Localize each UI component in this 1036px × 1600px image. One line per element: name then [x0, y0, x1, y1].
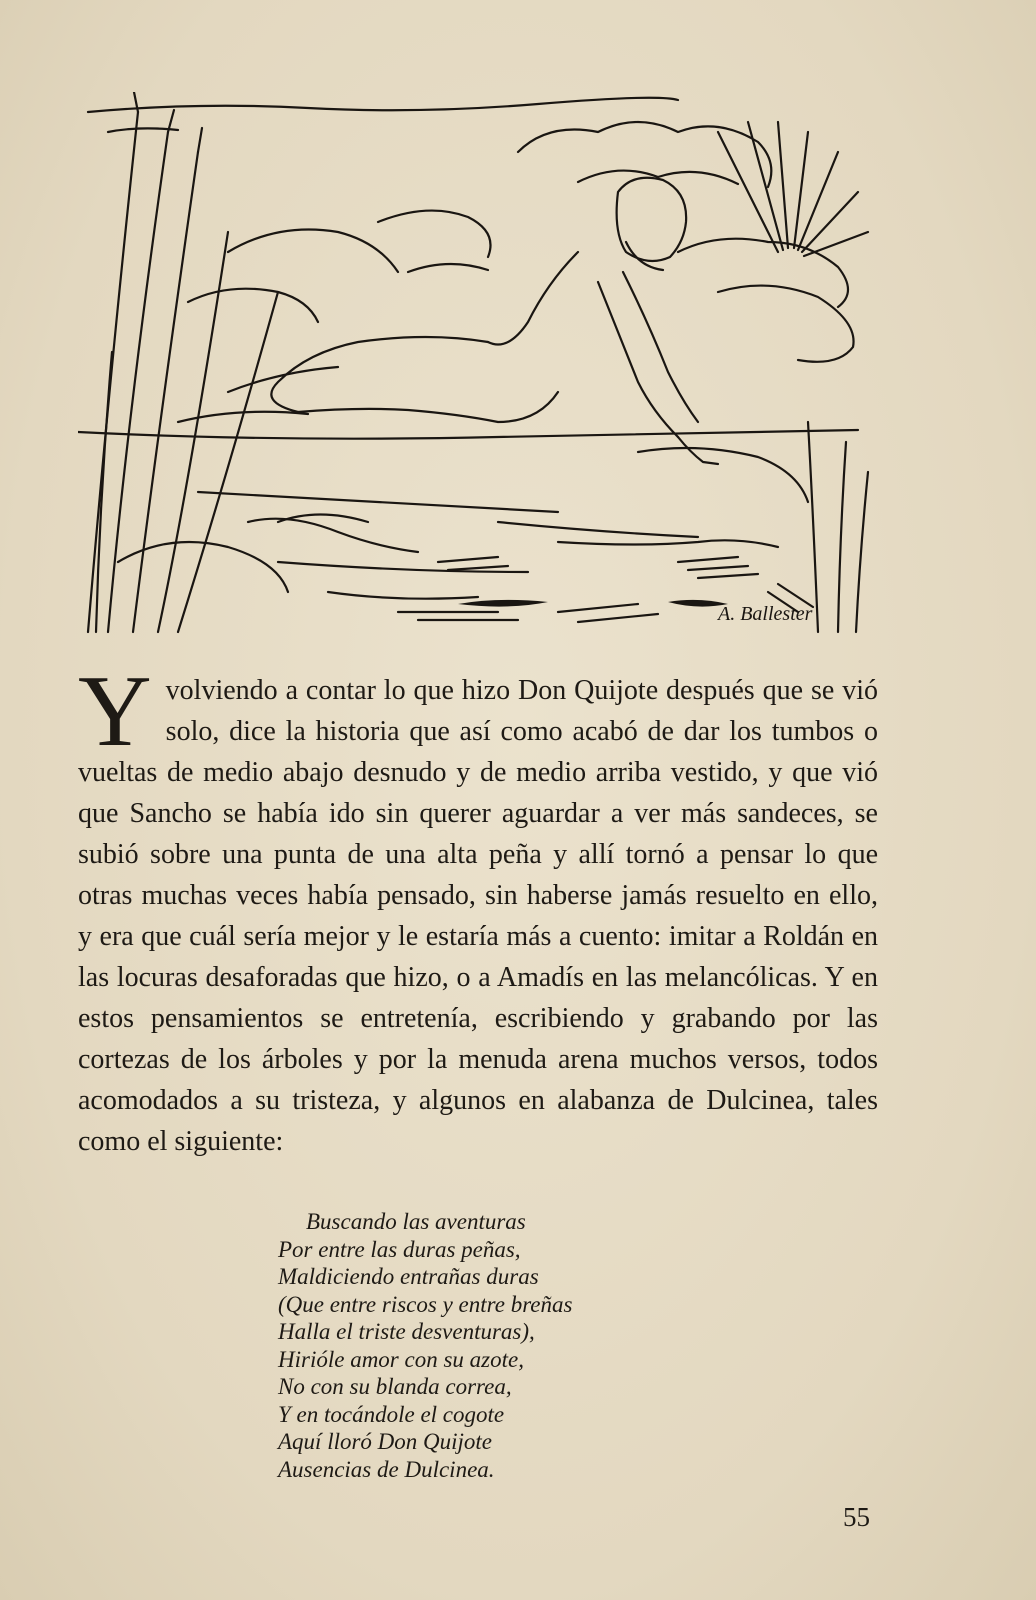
- paragraph-text: volviendo a contar lo que hizo Don Quijote después que se vió solo, dice la historia que así como acabó de dar los tumbos o vueltas de medio abajo desnudo y de medio arriba vestido, y que vió que Sancho se había ido sin querer aguardar a ver más sandeces, se subió sobre una punta de una alta peña y allí tornó a pensar lo que otras muchas veces había pensado, sin haberse jamás resuelto en ello, y era que cuál sería mejor y le estaría más a cuento: imitar a Roldán en las locuras desaforadas que hizo, o a Amadís en las melancólicas. Y en estos pensamientos se entretenía, escribiendo y grabando por las cortezas de los árboles y por la menuda arena muchos versos, todos acomodados a su tristeza, y algunos en alabanza de Dulcinea, tales como el siguiente:: [78, 675, 878, 1157]
- poem-line: Y en tocándole el cogote: [278, 1401, 505, 1427]
- poem-line: Maldiciendo entrañas duras: [278, 1264, 539, 1289]
- illustration-signature: A. Ballester: [718, 603, 813, 625]
- poem: [278, 1208, 572, 1483]
- page-number: 55: [843, 1502, 870, 1532]
- drop-cap: Y: [78, 655, 152, 768]
- illustration: [78, 92, 878, 640]
- poem-line: (Que entre riscos y entre breñas: [278, 1291, 573, 1317]
- poem-line: Hirióle amor con su azote,: [278, 1346, 524, 1372]
- body-paragraph: [78, 655, 878, 1162]
- poem-line: Aquí lloró Don Quijote: [278, 1429, 493, 1454]
- poem-line: Ausencias de Dulcinea.: [278, 1456, 495, 1482]
- poem-line: Por entre las duras peñas,: [278, 1236, 521, 1262]
- don-quijote-engraving: [78, 92, 878, 640]
- poem-line: Halla el triste desventuras),: [278, 1319, 535, 1344]
- poem-line: No con su blanda correa,: [278, 1374, 512, 1399]
- poem-line: Buscando las aventuras: [306, 1209, 526, 1234]
